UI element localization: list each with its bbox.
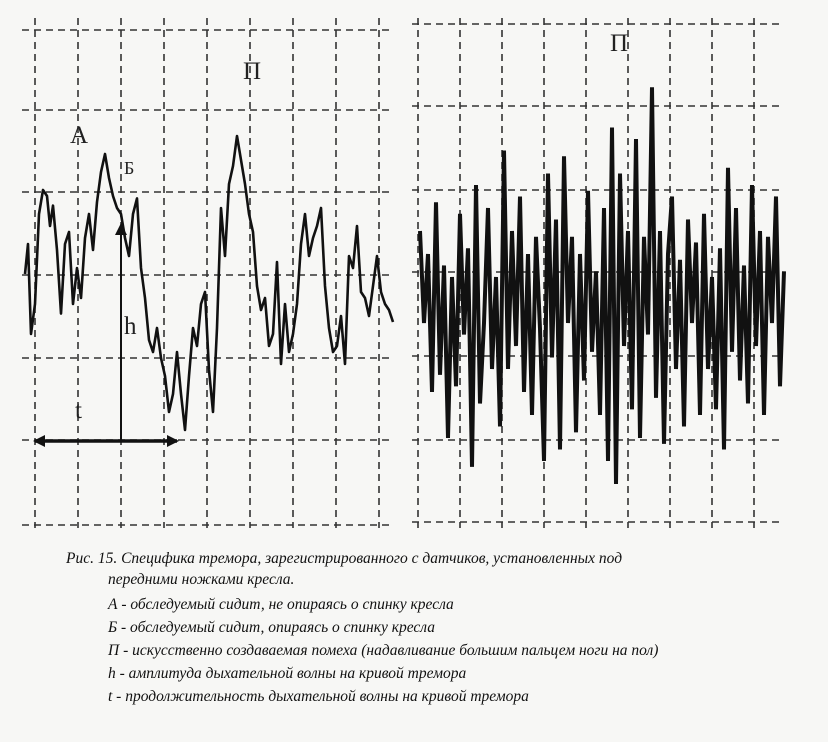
caption-legend-b: Б - обследуемый сидит, опираясь о спинку кресла	[108, 619, 435, 636]
figure-caption	[0, 548, 828, 738]
label-b: Б	[124, 158, 135, 178]
label-h: h	[124, 313, 137, 340]
caption-legend-t: t - продолжительность дыхательной волны на кривой тремора	[108, 688, 529, 705]
label-t: t	[75, 397, 82, 424]
caption-legend-a: А - обследуемый сидит, не опираясь о спинку кресла	[108, 596, 454, 613]
label-a: A	[70, 122, 89, 149]
tremor-trace-left	[25, 136, 393, 430]
caption-title-line-cont: передними ножками кресла.	[108, 571, 295, 588]
caption-title-line: Рис. 15. Специфика тремора, зарегистрированного с датчиков, установленных под	[66, 550, 623, 567]
caption-legend-p: П - искусственно создаваемая помеха (надавливание большим пальцем ноги на пол)	[108, 642, 659, 659]
interference-trace-right	[420, 87, 784, 484]
caption-legend-h: h - амплитуда дыхательной волны на кривой тремора	[108, 665, 467, 682]
label-interference-left: П	[243, 58, 262, 85]
label-interference-right: П	[610, 30, 629, 57]
